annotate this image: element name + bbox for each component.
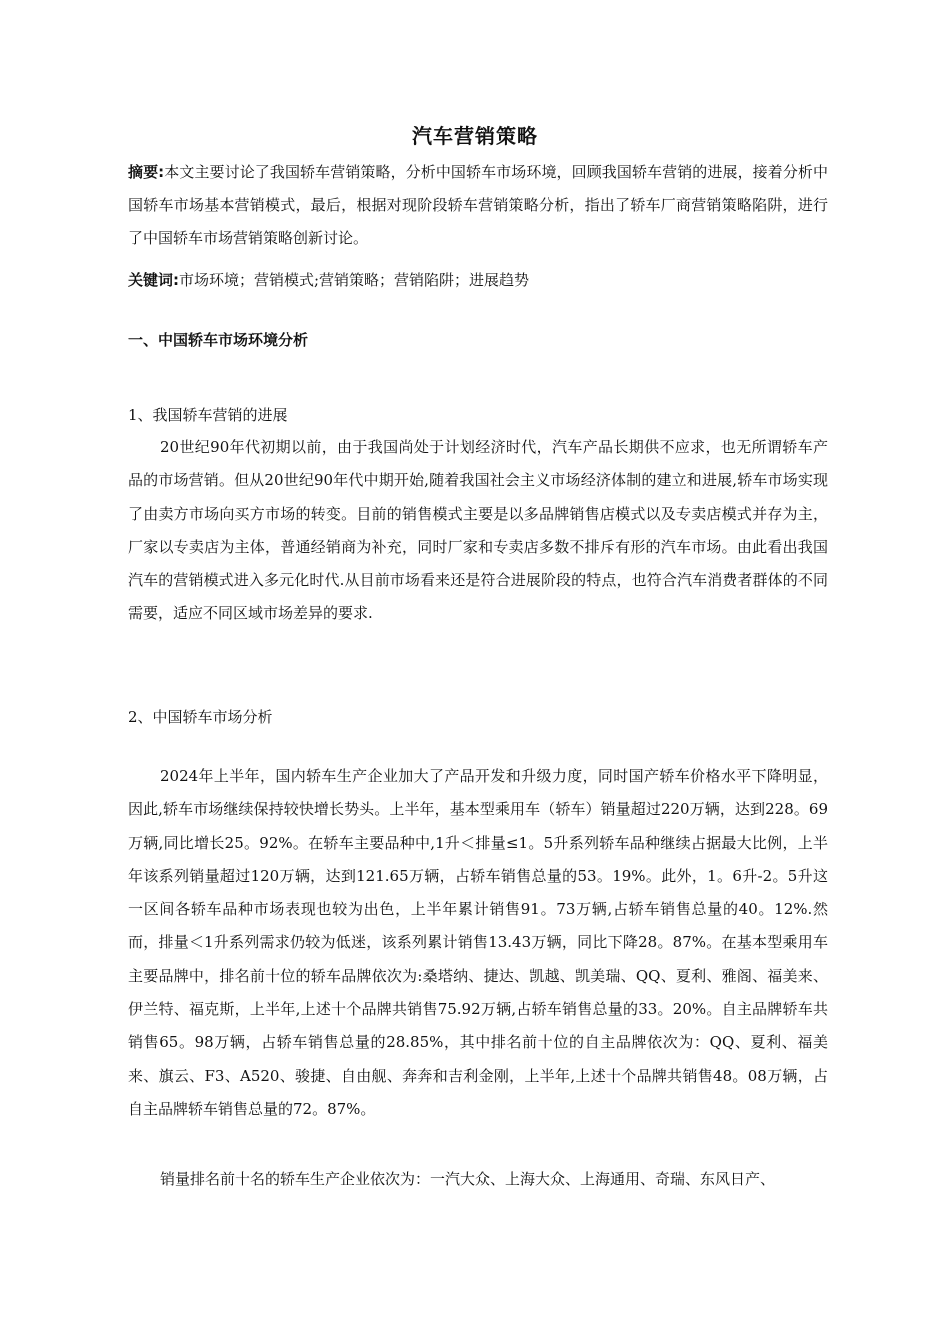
paragraph: 20世纪90年代初期以前，由于我国尚处于计划经济时代，汽车产品长期供不应求，也无所谓轿车产品的市场营销。但从20世纪90年代中期开始,随着我国社会主义市场经济体制的建立和进展,轿车市场实现了由卖方市场向买方市场的转变。目前的销售模式主要是以多品牌销售店模式以及专卖店模式并存为主，厂家以专卖店为主体，普通经销商为补充，同时厂家和专卖店多数不排斥有形的汽车市场。由此看出我国汽车的营销模式进入多元化时代.从目前市场看来还是符合进展阶段的特点，也符合汽车消费者群体的不同需要，适应不同区域市场差异的要求. <box>128 438 828 623</box>
abstract <box>128 156 828 255</box>
section-heading: 一、中国轿车市场环境分析 <box>128 331 309 349</box>
document-title: 汽车营销策略 <box>412 124 538 148</box>
keywords-text: 市场环境；营销模式;营销策略；营销陷阱；进展趋势 <box>179 271 530 289</box>
abstract-text: 本文主要讨论了我国轿车营销策略，分析中国轿车市场环境，回顾我国轿车营销的进展，接着分析中国轿车市场基本营销模式，最后，根据对现阶段轿车营销策略分析，指出了轿车厂商营销策略陷阱，进行了中国轿车市场营销策略创新讨论。 <box>128 163 829 247</box>
paragraph: 销量排名前十名的轿车生产企业依次为：一汽大众、上海大众、上海通用、奇瑞、东风日产、 <box>160 1170 776 1188</box>
subsection-heading: 1、我国轿车营销的进展 <box>128 406 288 424</box>
keywords <box>128 264 828 297</box>
abstract-label: 摘要: <box>128 163 165 181</box>
keywords-label: 关键词: <box>128 271 179 289</box>
paragraph: 2024年上半年，国内轿车生产企业加大了产品开发和升级力度，同时国产轿车价格水平下降明显，因此,轿车市场继续保持较快增长势头。上半年，基本型乘用车（轿车）销量超过220万辆，达到228。69万辆,同比增长25。92%。在轿车主要品种中,1升＜排量≤1。5升系列轿车品种继续占据最大比例，上半年该系列销量超过120万辆，达到121.65万辆，占轿车销售总量的53。19%。此外，1。6升-2。5升这一区间各轿车品种市场表现也较为出色，上半年累计销售91。73万辆,占轿车销售总量的40。12%.然而，排量＜1升系列需求仍较为低迷，该系列累计销售13.43万辆，同比下降28。87%。在基本型乘用车主要品牌中，排名前十位的轿车品牌依次为:桑塔纳、捷达、凯越、凯美瑞、QQ、夏利、雅阁、福美来、伊兰特、福克斯，上半年,上述十个品牌共销售75.92万辆,占轿车销售总量的33。20%。自主品牌轿车共销售65。98万辆，占轿车销售总量的28.85%，其中排名前十位的自主品牌依次为：QQ、夏利、福美来、旗云、F3、A520、骏捷、自由舰、奔奔和吉利金刚，上半年,上述十个品牌共销售48。08万辆，占自主品牌轿车销售总量的72。87%。 <box>128 767 828 1118</box>
subsection-heading: 2、中国轿车市场分析 <box>128 708 273 726</box>
